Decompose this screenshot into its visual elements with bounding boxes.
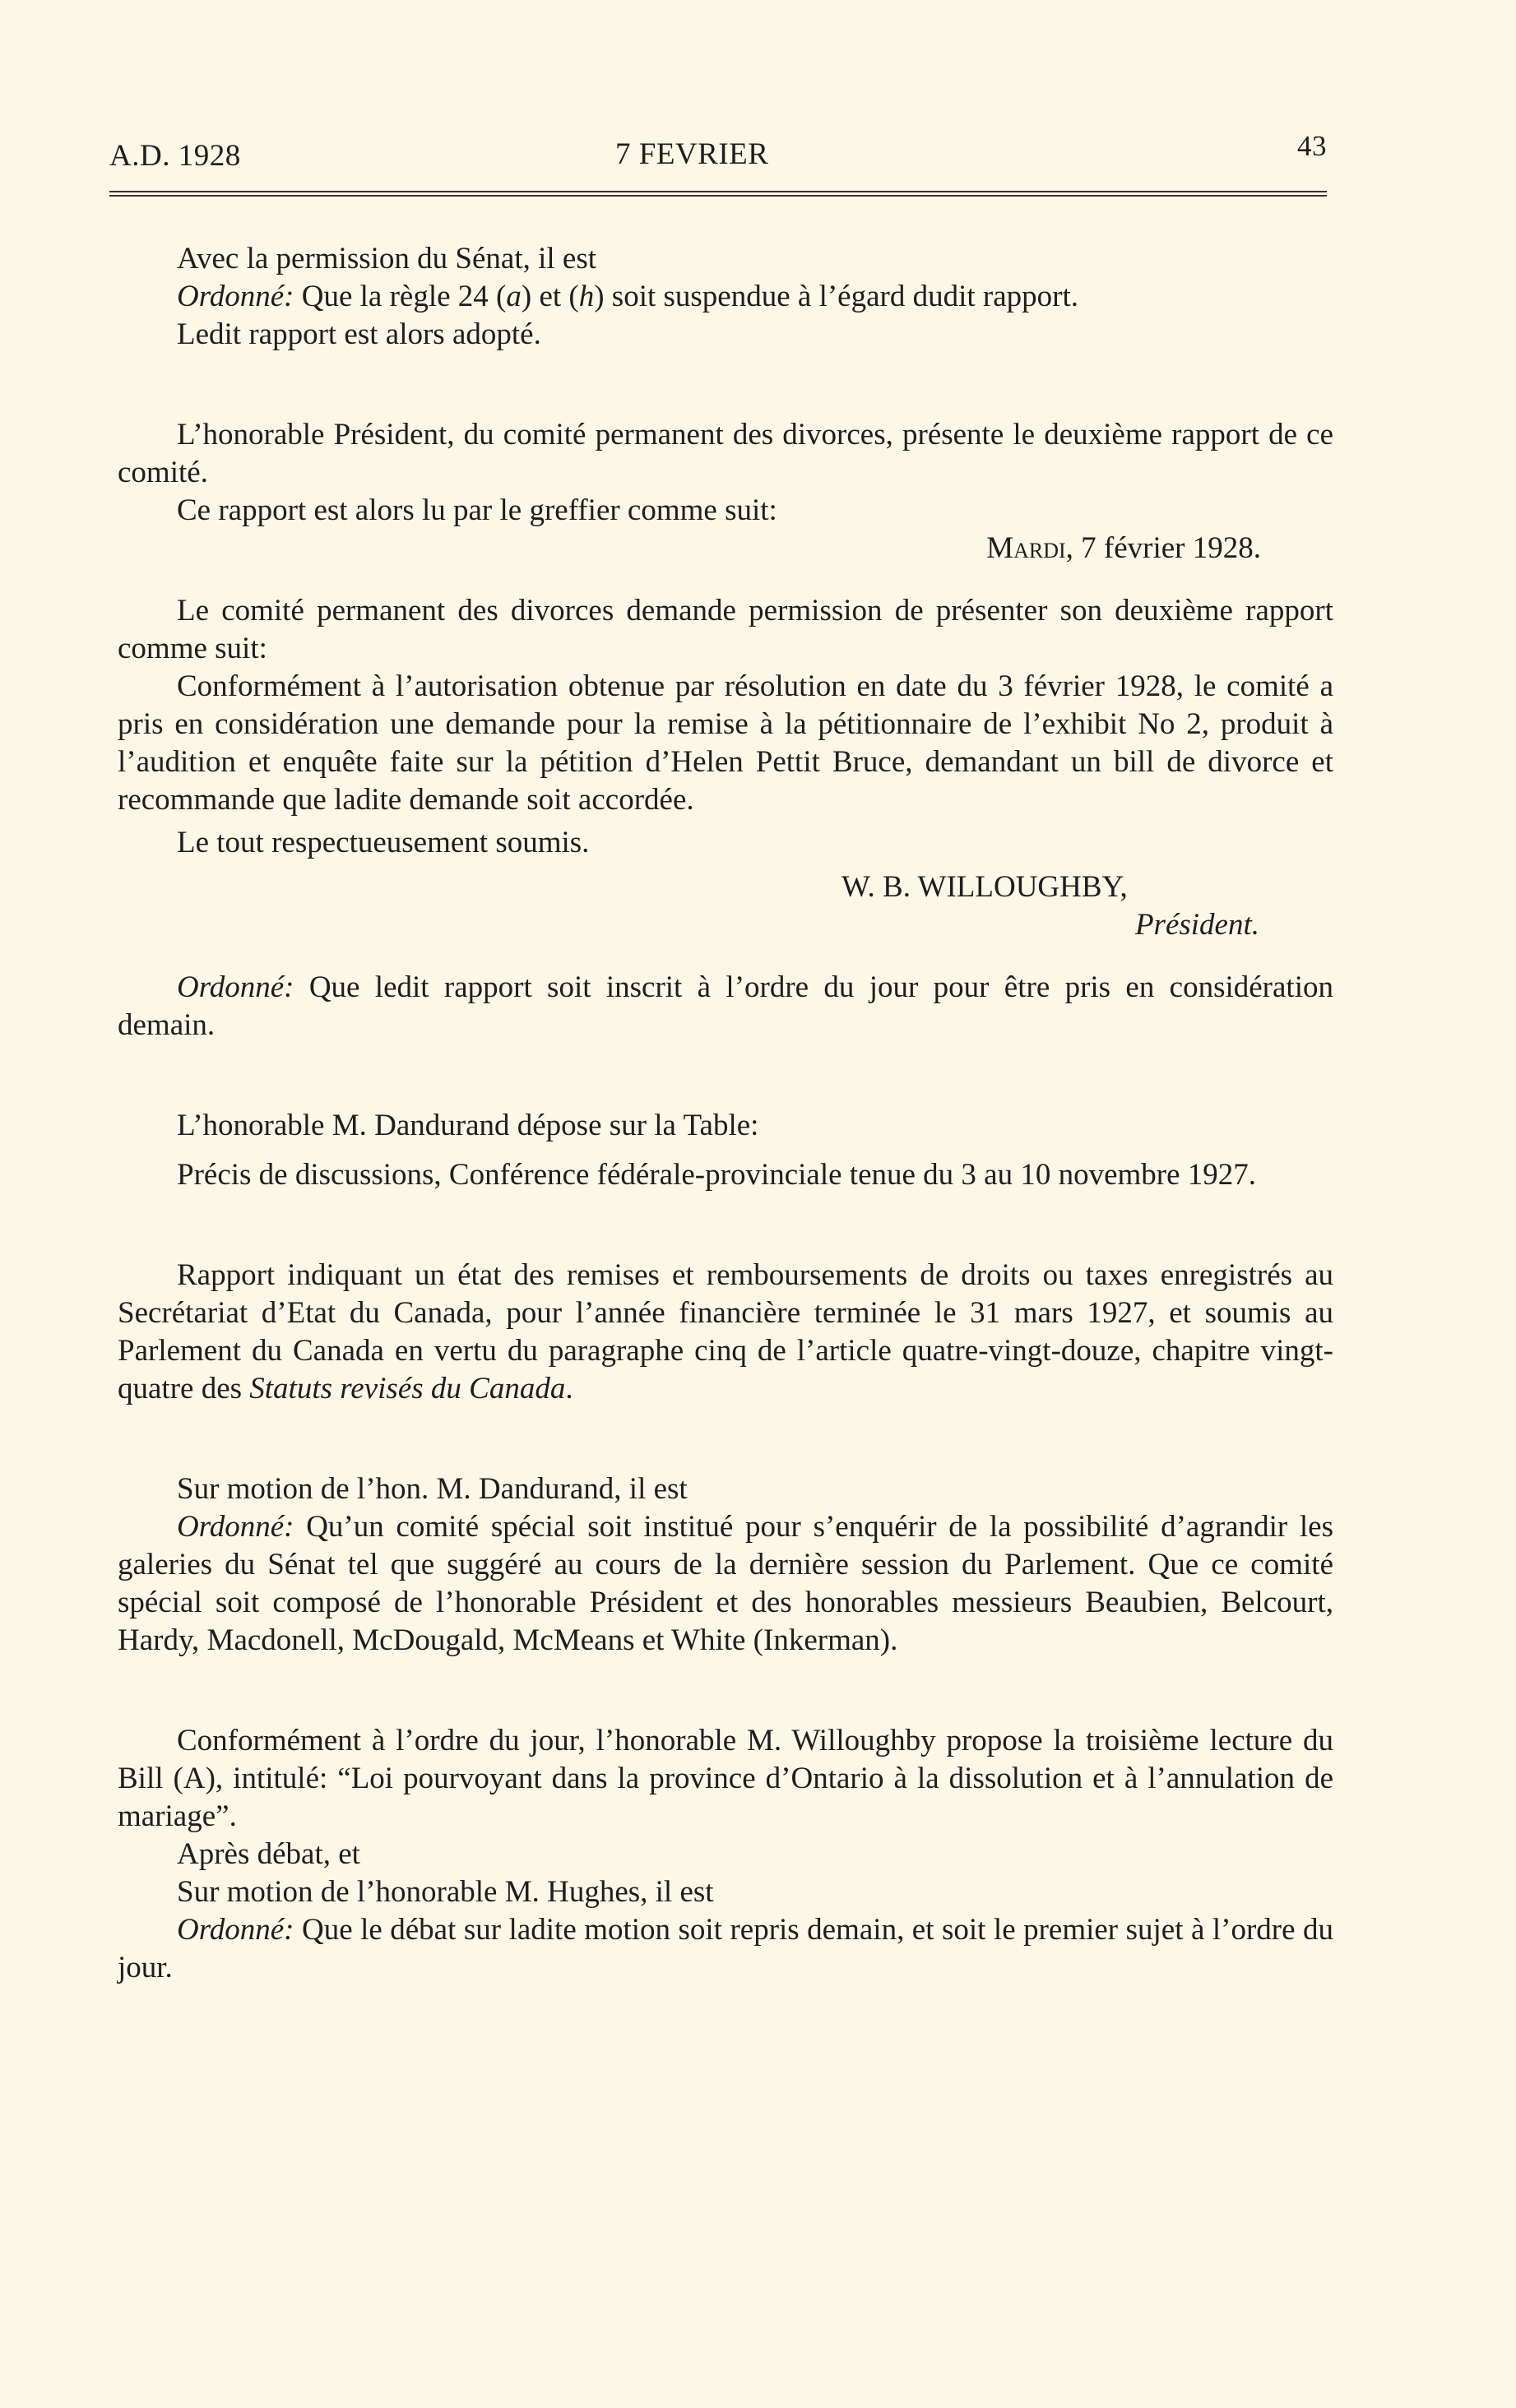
paragraph: Le tout respectueusement soumis. — [177, 826, 590, 859]
text-run: Que ledit rapport soit inscrit à l’ordre du jour pour être pris en considération demain. — [118, 970, 1333, 1042]
text-run: , 7 février 1928. — [1065, 531, 1261, 565]
ordered-label: Ordonné: — [177, 1510, 294, 1544]
page-number: 43 — [1297, 130, 1327, 162]
paragraph: Ce rapport est alors lu par le greffier comme suit: — [177, 493, 777, 527]
text-run: Rapport indiquant un état des remises et remboursements de droits ou taxes enregistrés au Secrétariat d’Etat du Canada, pour l’année financière terminée le 31 mars 1927, et soumis au Parlement du Canada en vertu du paragraphe cinq de l’article quatre-vingt-douze, chapitre vingt-quatre des — [118, 1258, 1333, 1405]
paragraph: L’honorable M. Dandurand dépose sur la Table: — [177, 1109, 759, 1142]
page-body — [118, 240, 1333, 1987]
paragraph: Précis de discussions, Conférence fédérale-provinciale tenue du 3 au 10 novembre 1927. — [177, 1158, 1257, 1192]
paragraph — [118, 1508, 1333, 1660]
entry-bill-third-reading — [118, 1722, 1333, 1987]
text-run: Mardi — [986, 531, 1066, 565]
paragraph: L’honorable Président, du comité permanent des divorces, présente le deuxième rapport de ce comité. — [118, 418, 1333, 489]
paragraph — [118, 278, 1333, 316]
entry-divorce-committee-report — [118, 416, 1333, 944]
page-header — [109, 130, 1327, 179]
report-date — [118, 530, 1333, 567]
text-run: . — [565, 1372, 573, 1405]
entry-suspend-rule — [118, 240, 1333, 354]
paragraph: Après débat, et — [177, 1837, 360, 1871]
paragraph: Ledit rapport est alors adopté. — [177, 317, 541, 351]
signature: W. B. WILLOUGHBY, — [841, 870, 1128, 904]
paragraph: Conformément à l’ordre du jour, l’honorable M. Willoughby propose la troisième lecture du Bill (A), intitulé: “Loi pourvoyant dans la province d’Ontario à la dissolution et à l’annulation de mariage”. — [118, 1724, 1333, 1833]
paragraph: Avec la permission du Sénat, il est — [177, 242, 597, 276]
paragraph — [118, 969, 1333, 1044]
paragraph: Sur motion de l’hon. M. Dandurand, il est — [177, 1472, 688, 1506]
ordered-label: Ordonné: — [177, 1913, 294, 1947]
entry-report-remissions — [118, 1257, 1333, 1408]
paragraph: Conformément à l’autorisation obtenue par résolution en date du 3 février 1928, le comité a pris en considération une demande pour la remise à la pétitionnaire de l’exhibit No 2, produit à l’audition et enquête faite sur la pétition d’Helen Pettit Bruce, demandant un bill de divorce et recommande que ladite demande soit accordée. — [118, 669, 1333, 817]
text-run: ) soit suspendue à l’égard dudit rapport. — [594, 280, 1079, 313]
header-year: A.D. 1928 — [109, 139, 241, 173]
text-run: a — [506, 280, 522, 313]
text-run: ) et ( — [521, 280, 579, 313]
header-date: 7 FEVRIER — [615, 137, 769, 171]
text-run: Que le débat sur ladite motion soit repris demain, et soit le premier sujet à l’ordre du jour. — [118, 1913, 1333, 1984]
text-run: Qu’un comité spécial soit institué pour s’enquérir de la possibilité d’agrandir les galeries du Sénat tel que suggéré au cours de la dernière session du Parlement. Que ce comité spécial soit composé de l’honorable Président et des honorables messieurs Beaubien, Belcourt, Hardy, Macdonell, McDougald, McMeans et White (Inkerman). — [118, 1510, 1333, 1657]
header-rule — [109, 191, 1327, 197]
signature-title: Président. — [1134, 908, 1259, 942]
paragraph — [118, 1257, 1333, 1408]
text-run: Que la règle 24 ( — [294, 280, 507, 313]
ordered-label: Ordonné: — [177, 970, 294, 1004]
paragraph: Le comité permanent des divorces demande permission de présenter son deuxième rapport comme suit: — [118, 594, 1333, 665]
entry-special-committee — [118, 1470, 1333, 1660]
text-run: Statuts revisés du Canada — [249, 1372, 566, 1405]
entry-tabled-document — [118, 1107, 1333, 1194]
text-run: h — [578, 280, 595, 313]
ordered-label: Ordonné: — [177, 280, 294, 313]
paragraph: Sur motion de l’honorable M. Hughes, il est — [177, 1875, 714, 1909]
paragraph — [118, 1911, 1333, 1987]
entry-order-consideration — [118, 969, 1333, 1044]
